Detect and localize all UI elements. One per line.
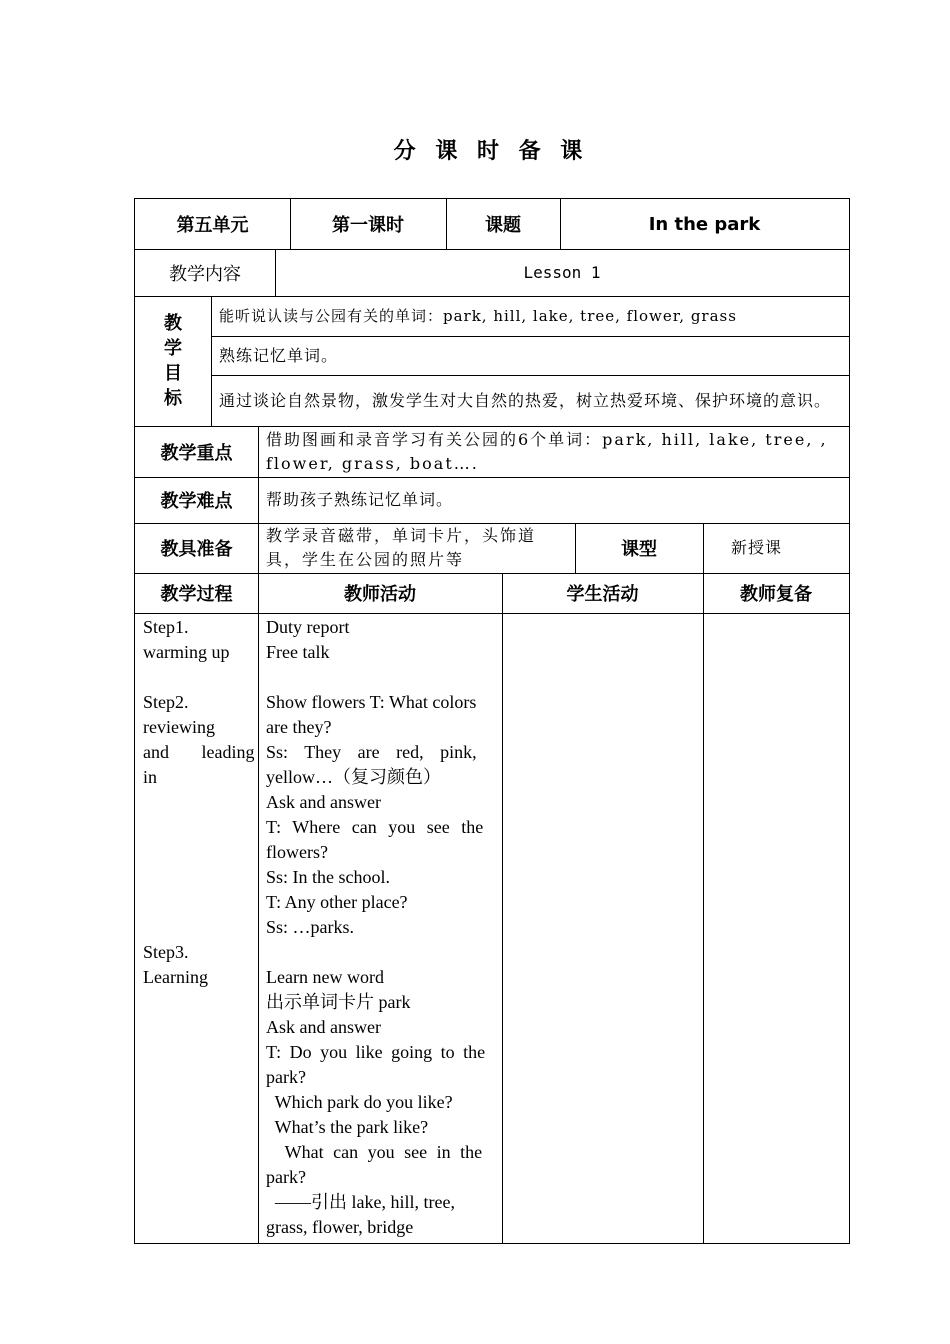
- teacher-line: yellow…（复习颜色）: [266, 767, 441, 787]
- step-line: [143, 915, 250, 940]
- objectives-label-char: 学: [164, 338, 182, 359]
- step-line: in: [143, 767, 158, 787]
- teacher-line: Ask and answer: [266, 792, 381, 812]
- teacher-line: T: Where can you see the: [266, 817, 484, 837]
- teacher-line: T: Any other place?: [266, 892, 408, 912]
- step-line: [143, 790, 250, 815]
- topic-label-cell: 课题: [446, 198, 561, 250]
- teacher-line: Show flowers T: What colors: [266, 692, 477, 712]
- teacher-line: Ss: …parks.: [266, 917, 355, 937]
- step-line: [143, 890, 250, 915]
- objective-item: 熟练记忆单词。: [211, 336, 850, 376]
- steps-cell: [134, 613, 259, 1244]
- teacher-line: What’s the park like?: [266, 1117, 429, 1137]
- objective-item: 通过谈论自然景物，激发学生对大自然的热爱，树立热爱环境、保护环境的意识。: [211, 375, 850, 427]
- process-col-header: 教学过程: [134, 573, 259, 614]
- objectives-label-char: 教: [164, 313, 182, 334]
- objective-item: 能听说认读与公园有关的单词：park, hill, lake, tree, flower, grass: [211, 296, 850, 337]
- step-line: Step2.: [143, 692, 189, 712]
- teacher-line: Ask and answer: [266, 1017, 381, 1037]
- teacher-line: park?: [266, 1167, 306, 1187]
- step-line: Step1.: [143, 617, 189, 637]
- page-title: 分 课 时 备 课: [393, 139, 589, 164]
- objectives-label-char: 标: [164, 388, 182, 409]
- teacher-activity-col-header: 教师活动: [258, 573, 503, 614]
- teacher-line: T: Do you like going to the: [266, 1042, 486, 1062]
- content-label-cell: 教学内容: [134, 249, 276, 297]
- teacher-activity-cell: [258, 613, 503, 1244]
- teacher-line: flowers?: [266, 842, 328, 862]
- materials-value-cell: 教学录音磁带，单词卡片，头饰道具，学生在公园的照片等: [258, 523, 576, 574]
- step-line: [143, 840, 250, 865]
- teacher-review-cell: [703, 613, 850, 1244]
- step-line: [143, 815, 250, 840]
- step-line: Step3.: [143, 942, 189, 962]
- teacher-line: 出示单词卡片 park: [266, 992, 411, 1012]
- teacher-line: [266, 940, 494, 965]
- teacher-line: Which park do you like?: [266, 1092, 453, 1112]
- teacher-review-col-header: 教师复备: [703, 573, 850, 614]
- teacher-line: Free talk: [266, 642, 330, 662]
- teacher-line: grass, flower, bridge: [266, 1217, 414, 1237]
- step-line: [143, 865, 250, 890]
- topic-value-cell: In the park: [560, 198, 850, 250]
- teacher-line: are they?: [266, 717, 332, 737]
- lesson-period-cell: 第一课时: [290, 198, 447, 250]
- lesson-type-value-cell: 新授课: [703, 523, 850, 574]
- teacher-line: park?: [266, 1067, 306, 1087]
- teacher-line: What can you see in the: [266, 1142, 483, 1162]
- difficulties-label-cell: 教学难点: [134, 477, 259, 524]
- key-points-label-cell: 教学重点: [134, 426, 259, 478]
- teacher-line: Duty report: [266, 617, 350, 637]
- unit-cell: 第五单元: [134, 198, 291, 250]
- materials-label-cell: 教具准备: [134, 523, 259, 574]
- teacher-line: ——引出 lake, hill, tree,: [266, 1192, 455, 1212]
- step-line: reviewing: [143, 717, 215, 737]
- step-line: warming up: [143, 642, 230, 662]
- content-value-cell: Lesson 1: [275, 249, 850, 297]
- student-activity-cell: [502, 613, 704, 1244]
- step-line: Learning: [143, 967, 208, 987]
- teacher-line: [266, 665, 494, 690]
- objectives-label-char: 目: [164, 363, 182, 384]
- difficulties-value-cell: 帮助孩子熟练记忆单词。: [258, 477, 850, 524]
- step-line: and leading: [143, 742, 255, 762]
- teacher-line: Ss: They are red, pink,: [266, 742, 477, 762]
- lesson-type-label-cell: 课型: [575, 523, 704, 574]
- student-activity-col-header: 学生活动: [502, 573, 704, 614]
- key-points-value-cell: 借助图画和录音学习有关公园的6个单词：park, hill, lake, tree, , flower, grass, boat….: [258, 426, 850, 478]
- objectives-label-cell: [134, 296, 212, 427]
- teacher-line: Learn new word: [266, 967, 384, 987]
- teacher-line: Ss: In the school.: [266, 867, 390, 887]
- step-line: [143, 665, 250, 690]
